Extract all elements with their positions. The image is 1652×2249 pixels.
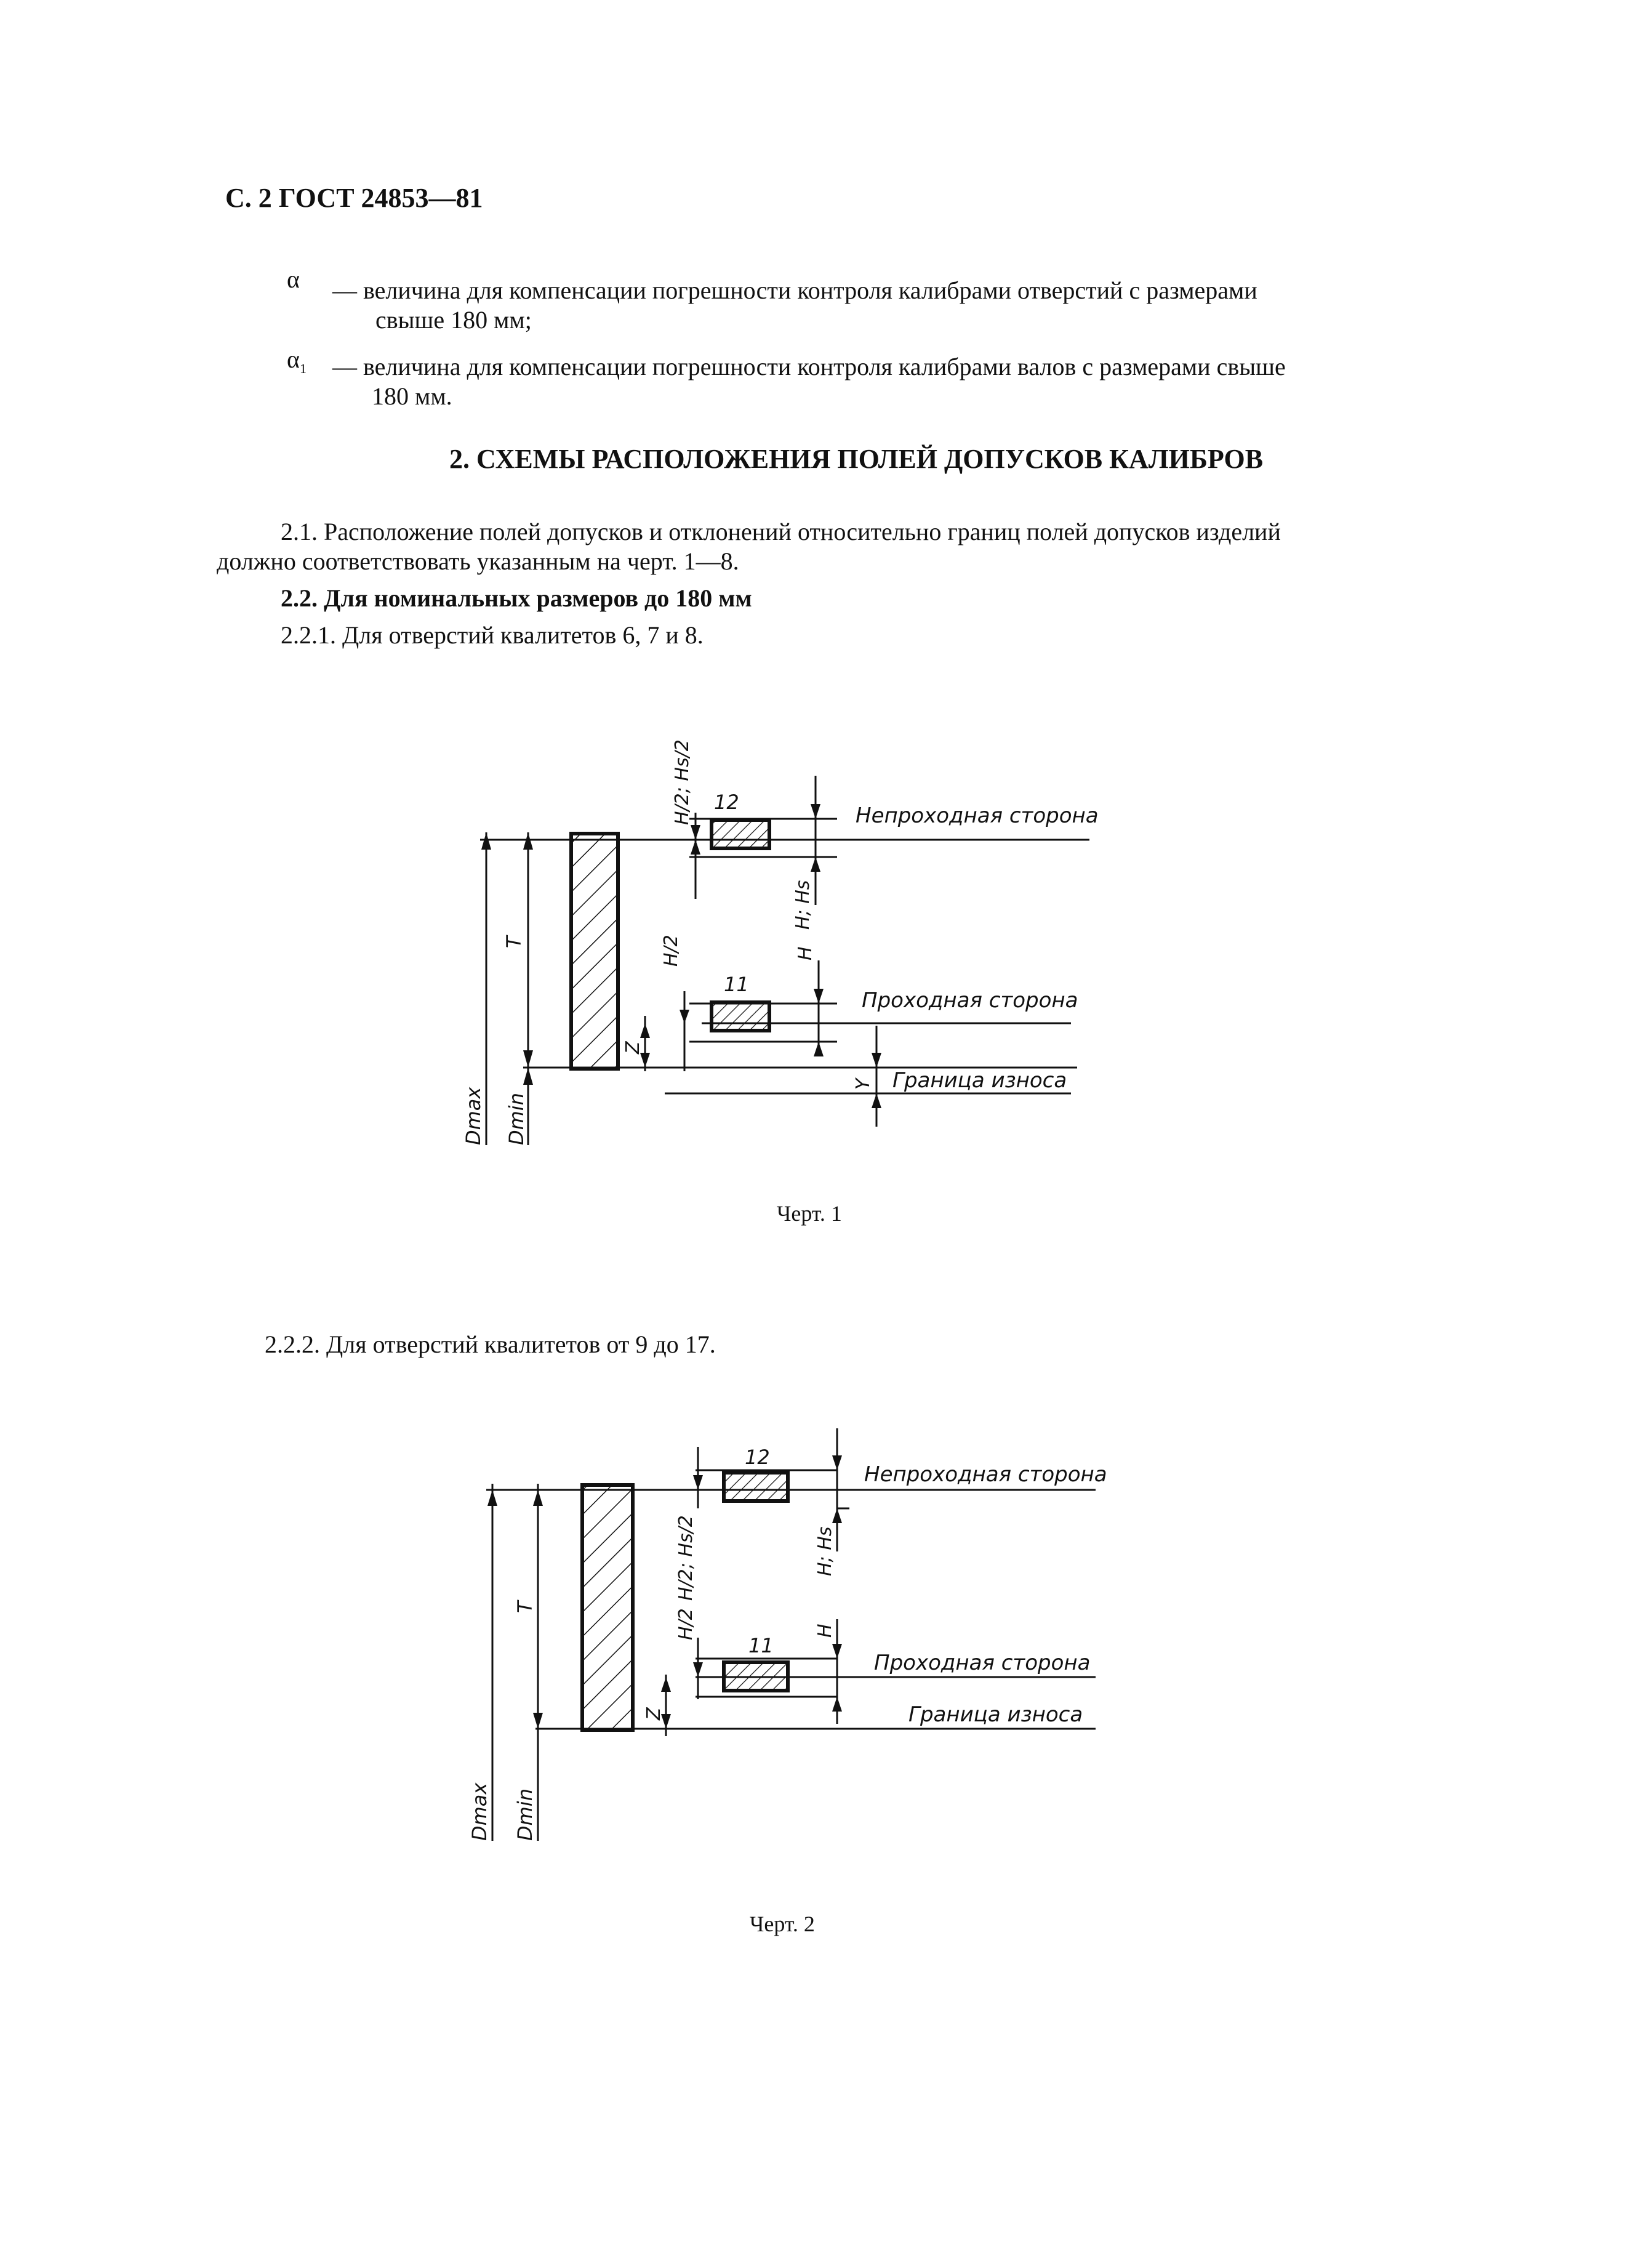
- alpha-definition-line1: — величина для компенсации погрешности контроля калибрами отверстий с размерами: [332, 276, 1257, 304]
- fig1-y-label: Y: [852, 1078, 874, 1090]
- fig2-h-hs-label: H; Hs: [814, 1526, 836, 1576]
- fig2-dmax-label: Dmax: [468, 1782, 491, 1841]
- fig1-dmin-label: Dmin: [505, 1093, 528, 1145]
- fig2-h-label: H: [814, 1623, 836, 1638]
- page-header: С. 2 ГОСТ 24853—81: [225, 183, 483, 213]
- go-gauge-field: [724, 1662, 788, 1691]
- figure-1-caption: Черт. 1: [777, 1201, 842, 1226]
- fig1-h-label: H: [795, 946, 816, 960]
- fig1-t-label: T: [502, 936, 526, 948]
- fig2-nogo-label: Непроходная сторона: [864, 1462, 1107, 1487]
- figure-2-caption: Черт. 2: [750, 1912, 815, 1936]
- fig1-h2hs2-label: H/2; Hs/2: [672, 739, 693, 825]
- paragraph-2-1-line1: 2.1. Расположение полей допусков и отклонений относительно границ полей допусков изделий: [281, 518, 1281, 545]
- alpha1-definition-line2: 180 мм.: [372, 382, 452, 410]
- fig1-h-hs-label: H; Hs: [792, 880, 814, 930]
- alpha-definition-line2: свыше 180 мм;: [375, 306, 532, 334]
- fig1-gauge-12-label: 12: [714, 791, 739, 814]
- paragraph-2-1-line2: должно соответствовать указанным на черт. 1—8.: [217, 547, 739, 575]
- paragraph-2-2-2: 2.2.2. Для отверстий квалитетов от 9 до 17.: [265, 1330, 716, 1358]
- fig1-wear-label: Граница износа: [892, 1068, 1067, 1093]
- fig2-wear-label: Граница износа: [908, 1702, 1083, 1727]
- fig2-t-label: T: [513, 1601, 537, 1613]
- fig2-h2-label: H/2: [675, 1608, 697, 1640]
- alpha-symbol: α: [287, 265, 300, 293]
- section-title: 2. СХЕМЫ РАСПОЛОЖЕНИЯ ПОЛЕЙ ДОПУСКОВ КАЛИБРОВ: [449, 444, 1264, 474]
- fig1-z-label: Z: [622, 1041, 644, 1054]
- product-tolerance-field: [582, 1485, 633, 1730]
- fig2-gauge-12-label: 12: [745, 1446, 770, 1469]
- alpha1-definition-line1: — величина для компенсации погрешности контроля калибрами валов с размерами свыше: [332, 353, 1286, 380]
- fig1-h2-label: H/2: [660, 935, 682, 967]
- fig1-dmax-label: Dmax: [462, 1087, 485, 1145]
- fig2-z-label: Z: [643, 1707, 665, 1720]
- fig2-gauge-11-label: 11: [748, 1634, 774, 1657]
- alpha1-symbol: $\alpha_1$: [287, 345, 307, 376]
- paragraph-2-2: 2.2. Для номинальных размеров до 180 мм: [281, 584, 752, 612]
- nogo-gauge-field: [724, 1473, 788, 1501]
- fig1-nogo-label: Непроходная сторона: [856, 803, 1099, 828]
- fig2-dmin-label: Dmin: [513, 1788, 537, 1841]
- fig2-go-label: Проходная сторона: [874, 1651, 1091, 1675]
- fig1-gauge-11-label: 11: [724, 973, 749, 996]
- paragraph-2-2-1: 2.2.1. Для отверстий квалитетов 6, 7 и 8.: [281, 621, 704, 649]
- fig2-h2hs2-label: H/2; Hs/2: [675, 1515, 697, 1601]
- fig1-go-label: Проходная сторона: [862, 988, 1078, 1013]
